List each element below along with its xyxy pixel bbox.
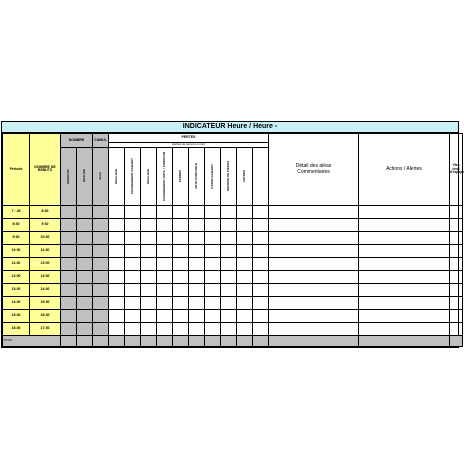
table-cell[interactable]: [205, 270, 221, 283]
total-row: [3, 335, 463, 346]
table-cell[interactable]: [269, 231, 359, 244]
table-cell[interactable]: [221, 205, 237, 218]
table-cell[interactable]: [253, 309, 269, 322]
total-cell: [189, 335, 205, 346]
table-cell[interactable]: [173, 205, 189, 218]
table-cell[interactable]: [253, 231, 269, 244]
table-cell[interactable]: [253, 244, 269, 257]
total-cell: [93, 335, 109, 346]
period-end: 16:30: [30, 309, 61, 322]
table-cell[interactable]: [450, 309, 463, 322]
table-cell[interactable]: [77, 270, 93, 283]
table-row: [3, 270, 463, 283]
table-cell[interactable]: [61, 322, 77, 335]
table-row: [3, 231, 463, 244]
total-cell: [77, 335, 93, 346]
table-cell[interactable]: [173, 283, 189, 296]
table-cell[interactable]: [450, 218, 463, 231]
table-cell[interactable]: [237, 283, 253, 296]
table-cell[interactable]: [269, 322, 359, 335]
total-cell: [359, 335, 450, 346]
table-cell[interactable]: [205, 309, 221, 322]
header-loss-col: PANNES: [173, 147, 189, 205]
table-cell[interactable]: [237, 218, 253, 231]
table-cell[interactable]: [173, 309, 189, 322]
header-actions: Actions / Alertes: [359, 134, 450, 206]
header-rebut: NOMBRE DE REBUTS: [30, 134, 61, 206]
total-cell: [157, 335, 173, 346]
header-loss-col: AUTRES: [237, 147, 253, 205]
table-cell[interactable]: [269, 205, 359, 218]
period-end: 9:30: [30, 218, 61, 231]
period-end: 8:30: [30, 205, 61, 218]
period-start: 9:30: [3, 231, 30, 244]
period-end: 12:00: [30, 257, 61, 270]
table-cell[interactable]: [269, 296, 359, 309]
table-cell[interactable]: [205, 257, 221, 270]
period-start: 12:00: [3, 270, 30, 283]
table-row: [3, 218, 463, 231]
table-cell[interactable]: [237, 322, 253, 335]
table-cell[interactable]: [221, 244, 237, 257]
table-cell[interactable]: [237, 309, 253, 322]
table-cell[interactable]: [125, 231, 141, 244]
table-cell[interactable]: [93, 309, 109, 322]
table-cell[interactable]: [269, 309, 359, 322]
table-cell[interactable]: [269, 218, 359, 231]
table-cell[interactable]: [359, 257, 450, 270]
table-cell[interactable]: [450, 296, 463, 309]
table-cell[interactable]: [359, 231, 450, 244]
table-cell[interactable]: [189, 270, 205, 283]
table-cell[interactable]: [205, 296, 221, 309]
table-cell[interactable]: [157, 309, 173, 322]
table-cell[interactable]: [125, 218, 141, 231]
header-objectif: OBJECTIF: [61, 147, 77, 205]
table-cell[interactable]: [237, 296, 253, 309]
table-cell[interactable]: [77, 309, 93, 322]
table-cell[interactable]: [61, 244, 77, 257]
table-cell[interactable]: [141, 257, 157, 270]
period-start: 10:30: [3, 244, 30, 257]
table-cell[interactable]: [157, 322, 173, 335]
table-cell[interactable]: [93, 218, 109, 231]
table-cell[interactable]: [93, 283, 109, 296]
table-cell[interactable]: [189, 244, 205, 257]
table-cell[interactable]: [157, 231, 173, 244]
total-cell: [173, 335, 189, 346]
total-cell: [221, 335, 237, 346]
table-cell[interactable]: [359, 283, 450, 296]
table-cell[interactable]: [109, 205, 125, 218]
table-cell[interactable]: [141, 296, 157, 309]
period-end: 14:30: [30, 283, 61, 296]
table-cell[interactable]: [125, 270, 141, 283]
table-cell[interactable]: [253, 283, 269, 296]
table-cell[interactable]: [109, 309, 125, 322]
table-cell[interactable]: [141, 309, 157, 322]
total-label: TOTAL: [3, 335, 61, 346]
table-cell[interactable]: [93, 244, 109, 257]
table-row: [3, 296, 463, 309]
table-cell[interactable]: [237, 205, 253, 218]
table-row: [3, 205, 463, 218]
table-cell[interactable]: [125, 296, 141, 309]
table-cell[interactable]: [109, 257, 125, 270]
table-cell[interactable]: [359, 218, 450, 231]
table-cell[interactable]: [125, 244, 141, 257]
table-cell[interactable]: [109, 270, 125, 283]
table-cell[interactable]: [221, 270, 237, 283]
indicator-sheet: [1, 121, 464, 348]
table-cell[interactable]: [221, 218, 237, 231]
header-loss-col: AUTO CONTROLE: [189, 147, 205, 205]
table-cell[interactable]: [221, 309, 237, 322]
total-cell: [125, 335, 141, 346]
table-cell[interactable]: [237, 244, 253, 257]
header-realise: REALISE: [77, 147, 93, 205]
table-cell[interactable]: [253, 205, 269, 218]
table-cell[interactable]: [450, 205, 463, 218]
table-cell[interactable]: [93, 270, 109, 283]
table-cell[interactable]: [173, 244, 189, 257]
header-pertes-sub: (pertes de temps en min): [109, 143, 269, 148]
table-cell[interactable]: [61, 218, 77, 231]
table-cell[interactable]: [61, 283, 77, 296]
table-cell[interactable]: [157, 244, 173, 257]
table-cell[interactable]: [93, 322, 109, 335]
table-cell[interactable]: [173, 231, 189, 244]
table-cell[interactable]: [125, 322, 141, 335]
table-cell[interactable]: [221, 257, 237, 270]
table-cell[interactable]: [157, 283, 173, 296]
table-cell[interactable]: [450, 270, 463, 283]
header-detail: Détail des aléas Commentaires: [269, 134, 359, 206]
table-cell[interactable]: [61, 205, 77, 218]
table-cell[interactable]: [141, 205, 157, 218]
table-cell[interactable]: [61, 296, 77, 309]
table-cell[interactable]: [253, 257, 269, 270]
table-cell[interactable]: [189, 257, 205, 270]
table-cell[interactable]: [93, 205, 109, 218]
total-cell: [269, 335, 359, 346]
table-cell[interactable]: [189, 231, 205, 244]
table-cell[interactable]: [125, 309, 141, 322]
period-start: 13:30: [3, 283, 30, 296]
table-cell[interactable]: [141, 322, 157, 335]
table-cell[interactable]: [205, 218, 221, 231]
table-cell[interactable]: [189, 309, 205, 322]
table-cell[interactable]: [77, 218, 93, 231]
table-cell[interactable]: [109, 296, 125, 309]
header-pertes: PERTES: [109, 134, 269, 143]
header-loss-col: REGLAGE: [109, 147, 125, 205]
table-cell[interactable]: [77, 283, 93, 296]
period-end: 15:30: [30, 296, 61, 309]
header-ecart: Ecart: [93, 147, 109, 205]
sheet-title: INDICATEUR Heure / Heure -: [2, 122, 458, 133]
total-cell: [237, 335, 253, 346]
table-cell[interactable]: [189, 296, 205, 309]
header-nombre: NOMBRE: [61, 134, 93, 148]
table-cell[interactable]: [141, 283, 157, 296]
header-loss-col: REPRISE DE PIECES: [221, 147, 237, 205]
header-loss-col: CHANGEMENT OUTIL / FOURCON: [157, 147, 173, 205]
table-cell[interactable]: [141, 244, 157, 257]
table-cell[interactable]: [237, 257, 253, 270]
table-cell[interactable]: [173, 296, 189, 309]
total-cell: [205, 335, 221, 346]
table-cell[interactable]: [109, 218, 125, 231]
table-cell[interactable]: [93, 296, 109, 309]
table-row: [3, 309, 463, 322]
header-loss-col: REGLAGE: [141, 147, 157, 205]
table-cell[interactable]: [157, 205, 173, 218]
table-cell[interactable]: [125, 257, 141, 270]
table-cell[interactable]: [237, 231, 253, 244]
period-end: 10:30: [30, 231, 61, 244]
table-cell[interactable]: [269, 244, 359, 257]
table-row: [3, 244, 463, 257]
table-cell[interactable]: [141, 270, 157, 283]
table-cell[interactable]: [125, 205, 141, 218]
table-cell[interactable]: [93, 231, 109, 244]
table-cell[interactable]: [61, 257, 77, 270]
table-cell[interactable]: [77, 231, 93, 244]
table-cell[interactable]: [221, 231, 237, 244]
table-cell[interactable]: [221, 322, 237, 335]
table-cell[interactable]: [109, 322, 125, 335]
table-row: [3, 322, 463, 335]
period-end: 13:30: [30, 270, 61, 283]
table-cell[interactable]: [253, 218, 269, 231]
table-cell[interactable]: [205, 205, 221, 218]
table-cell[interactable]: [269, 257, 359, 270]
table-cell[interactable]: [450, 283, 463, 296]
table-cell[interactable]: [269, 270, 359, 283]
table-cell[interactable]: [450, 231, 463, 244]
period-end: 17:30: [30, 322, 61, 335]
table-cell[interactable]: [221, 296, 237, 309]
table-cell[interactable]: [253, 322, 269, 335]
table-cell[interactable]: [269, 283, 359, 296]
period-end: 11:30: [30, 244, 61, 257]
table-cell[interactable]: [109, 231, 125, 244]
table-cell[interactable]: [359, 205, 450, 218]
period-start: 16:30: [3, 322, 30, 335]
period-start: 7 : 45: [3, 205, 30, 218]
table-row: [3, 283, 463, 296]
header-periode: Période: [3, 134, 30, 206]
table-cell[interactable]: [189, 218, 205, 231]
table-cell[interactable]: [173, 218, 189, 231]
table-cell[interactable]: [173, 257, 189, 270]
table-cell[interactable]: [141, 218, 157, 231]
table-cell[interactable]: [189, 283, 205, 296]
total-cell: [61, 335, 77, 346]
period-start: 14:30: [3, 296, 30, 309]
table-cell[interactable]: [61, 309, 77, 322]
table-cell[interactable]: [157, 296, 173, 309]
header-cumul: CUMUL: [93, 134, 109, 148]
table-cell[interactable]: [205, 283, 221, 296]
table-cell[interactable]: [450, 257, 463, 270]
table-cell[interactable]: [157, 257, 173, 270]
table-cell[interactable]: [77, 322, 93, 335]
table-cell[interactable]: [157, 270, 173, 283]
table-cell[interactable]: [237, 270, 253, 283]
table-cell[interactable]: [189, 322, 205, 335]
table-cell[interactable]: [141, 231, 157, 244]
table-cell[interactable]: [359, 244, 450, 257]
table-cell[interactable]: [189, 205, 205, 218]
header-loss-col-blank: [253, 147, 269, 205]
table-cell[interactable]: [61, 231, 77, 244]
table-cell[interactable]: [205, 244, 221, 257]
table-cell[interactable]: [61, 270, 77, 283]
table-cell[interactable]: [450, 244, 463, 257]
table-cell[interactable]: [157, 218, 173, 231]
table-cell[interactable]: [173, 322, 189, 335]
table-cell[interactable]: [109, 244, 125, 257]
table-cell[interactable]: [450, 322, 463, 335]
header-loss-col: CHANGEMENT GABARIT: [125, 147, 141, 205]
total-cell: [450, 335, 463, 346]
table-cell[interactable]: [109, 283, 125, 296]
table-cell[interactable]: [359, 309, 450, 322]
total-cell: [253, 335, 269, 346]
table-cell[interactable]: [359, 270, 450, 283]
indicator-table: [2, 133, 463, 347]
table-cell[interactable]: [221, 283, 237, 296]
table-cell[interactable]: [173, 270, 189, 283]
total-cell: [109, 335, 125, 346]
period-start: 11:30: [3, 257, 30, 270]
table-cell[interactable]: [205, 231, 221, 244]
table-cell[interactable]: [253, 270, 269, 283]
table-cell[interactable]: [77, 257, 93, 270]
table-cell[interactable]: [93, 257, 109, 270]
table-cell[interactable]: [205, 322, 221, 335]
table-cell[interactable]: [253, 296, 269, 309]
table-cell[interactable]: [77, 296, 93, 309]
header-visa: Visa chef d'équipe: [450, 134, 463, 206]
period-start: 8:30: [3, 218, 30, 231]
header-loss-col: CASSE GABARIT: [205, 147, 221, 205]
table-cell[interactable]: [359, 322, 450, 335]
total-cell: [141, 335, 157, 346]
table-cell[interactable]: [125, 283, 141, 296]
table-row: [3, 257, 463, 270]
table-cell[interactable]: [77, 205, 93, 218]
table-cell[interactable]: [77, 244, 93, 257]
period-start: 15:30: [3, 309, 30, 322]
table-cell[interactable]: [359, 296, 450, 309]
